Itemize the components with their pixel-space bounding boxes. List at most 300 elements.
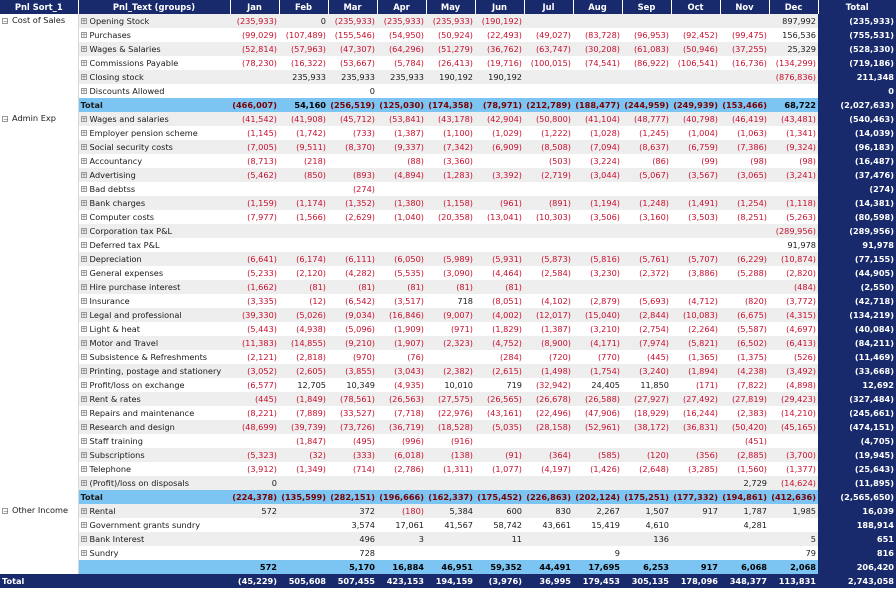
value-cell xyxy=(622,546,671,560)
value-cell: (20,358) xyxy=(437,211,473,222)
table-row[interactable] xyxy=(0,84,896,98)
column-header-month[interactable]: Jul xyxy=(524,0,573,14)
value-cell xyxy=(230,84,279,98)
row-total-cell: (40,084) xyxy=(818,322,896,336)
row-total-cell: 12,692 xyxy=(818,378,896,392)
value-cell: (5,693) xyxy=(639,295,669,306)
value-cell: (11,383) xyxy=(230,336,279,350)
value-cell: (4,315) xyxy=(769,308,818,322)
table-row[interactable] xyxy=(0,350,896,364)
table-row[interactable] xyxy=(0,476,896,490)
value-cell: (1,100) xyxy=(443,127,473,138)
value-cell: (893) xyxy=(328,168,377,182)
table-row[interactable] xyxy=(0,28,896,42)
header-row xyxy=(0,0,896,14)
value-cell: (47,906) xyxy=(584,407,620,418)
group-name: Cost of Sales xyxy=(12,15,66,25)
table-row[interactable] xyxy=(0,56,896,70)
row-label[interactable] xyxy=(78,56,230,70)
value-cell: (356) xyxy=(671,448,720,462)
collapse-icon[interactable]: − xyxy=(3,115,9,123)
table-row[interactable] xyxy=(0,294,896,308)
value-cell: (5,288) xyxy=(737,267,767,278)
grand-total-cell: 179,453 xyxy=(573,574,622,588)
value-cell: (138) xyxy=(426,448,475,462)
grand-total-cell: 305,135 xyxy=(622,574,671,588)
column-header-month[interactable]: Jun xyxy=(475,0,524,14)
value-cell: (5,096) xyxy=(345,323,375,334)
table-row[interactable] xyxy=(0,154,896,168)
row-label[interactable] xyxy=(78,266,230,280)
subtotal-label: Total xyxy=(78,490,230,504)
expand-icon[interactable]: + xyxy=(81,396,87,403)
table-row[interactable] xyxy=(0,392,896,406)
table-row[interactable] xyxy=(0,308,896,322)
value-cell: (50,924) xyxy=(437,29,473,40)
value-cell: (503) xyxy=(548,155,571,166)
value-cell xyxy=(279,238,328,252)
column-header-month[interactable]: Feb xyxy=(279,0,328,14)
value-cell: (1,029) xyxy=(492,127,522,138)
value-cell: (2,120) xyxy=(296,267,326,278)
row-total-cell: (44,905) xyxy=(818,266,896,280)
row-label-text: Deferred tax P&L xyxy=(89,239,160,250)
value-cell: (22,493) xyxy=(486,29,522,40)
row-label-text: Subscriptions xyxy=(89,449,145,460)
column-header-month[interactable]: May xyxy=(426,0,475,14)
row-total-cell: (14,381) xyxy=(818,196,896,210)
subtotal-cell: (78,971) xyxy=(475,98,524,112)
value-cell: (14,855) xyxy=(279,336,328,350)
row-label[interactable] xyxy=(78,364,230,378)
column-header-total[interactable]: Total xyxy=(818,0,896,14)
value-cell: (850) xyxy=(279,168,328,182)
value-cell: 58,742 xyxy=(493,519,522,530)
table-row[interactable] xyxy=(0,112,896,126)
table-row[interactable] xyxy=(0,518,896,532)
expand-icon[interactable]: + xyxy=(81,312,87,319)
value-cell: (98) xyxy=(750,155,767,166)
row-label[interactable] xyxy=(78,28,230,42)
row-label[interactable] xyxy=(78,112,230,126)
group-name: Other Income xyxy=(12,505,68,515)
table-row[interactable] xyxy=(0,42,896,56)
row-label[interactable] xyxy=(78,14,230,28)
row-total-cell: (719,186) xyxy=(818,56,896,70)
value-cell: (26,563) xyxy=(377,392,426,406)
table-row[interactable] xyxy=(0,448,896,462)
expand-icon[interactable]: + xyxy=(81,172,87,179)
value-cell: (2,885) xyxy=(720,448,769,462)
value-cell: (6,759) xyxy=(671,140,720,154)
table-row[interactable] xyxy=(0,336,896,350)
value-cell: (2,584) xyxy=(541,267,571,278)
table-row[interactable] xyxy=(0,126,896,140)
row-label-text: Hire purchase interest xyxy=(89,281,181,292)
expand-icon[interactable]: + xyxy=(81,60,87,67)
expand-icon[interactable]: + xyxy=(81,536,87,543)
row-label[interactable] xyxy=(78,126,230,140)
value-cell xyxy=(279,504,328,518)
subtotal-cell: (175,251) xyxy=(622,490,671,504)
row-label[interactable] xyxy=(78,280,230,294)
expand-icon[interactable]: + xyxy=(81,130,87,137)
grand-total-cell: 178,096 xyxy=(671,574,720,588)
value-cell: (4,697) xyxy=(786,323,816,334)
value-cell xyxy=(377,546,426,560)
expand-icon[interactable]: + xyxy=(81,186,87,193)
expand-icon[interactable]: + xyxy=(81,18,87,25)
row-label[interactable] xyxy=(78,504,230,518)
table-row[interactable] xyxy=(0,420,896,434)
value-cell: (8,370) xyxy=(328,140,377,154)
expand-icon[interactable]: + xyxy=(81,508,87,515)
table-row[interactable] xyxy=(0,532,896,546)
value-cell: (86,922) xyxy=(633,57,669,68)
table-row[interactable] xyxy=(0,322,896,336)
column-header-month[interactable]: Mar xyxy=(328,0,377,14)
value-cell xyxy=(573,532,622,546)
value-cell xyxy=(573,84,622,98)
row-label[interactable] xyxy=(78,546,230,560)
row-label[interactable] xyxy=(78,322,230,336)
column-header-month[interactable]: Nov xyxy=(720,0,769,14)
row-label[interactable] xyxy=(78,392,230,406)
row-label-text: Employer pension scheme xyxy=(89,127,198,138)
value-cell: (5,816) xyxy=(573,252,622,266)
value-cell xyxy=(720,224,769,238)
subtotal-cell: 46,951 xyxy=(426,560,475,574)
row-total-cell: (755,531) xyxy=(818,28,896,42)
expand-icon[interactable]: + xyxy=(81,340,87,347)
value-cell xyxy=(279,518,328,532)
row-label[interactable] xyxy=(78,378,230,392)
row-label[interactable] xyxy=(78,336,230,350)
expand-icon[interactable]: + xyxy=(81,32,87,39)
value-cell: (4,282) xyxy=(345,267,375,278)
value-cell: (3,392) xyxy=(475,168,524,182)
row-label[interactable] xyxy=(78,476,230,490)
value-cell xyxy=(622,280,671,294)
expand-icon[interactable]: + xyxy=(81,88,87,95)
row-label[interactable] xyxy=(78,140,230,154)
row-label[interactable] xyxy=(78,154,230,168)
value-cell: (7,974) xyxy=(622,336,671,350)
row-label[interactable] xyxy=(78,294,230,308)
value-cell: (74,541) xyxy=(584,57,620,68)
value-cell: (5,707) xyxy=(671,252,720,266)
column-header-sort[interactable]: Pnl Sort_1 xyxy=(0,0,78,14)
value-cell: (1,426) xyxy=(590,463,620,474)
row-label-text: Corporation tax P&L xyxy=(89,225,173,236)
value-cell: (5,026) xyxy=(279,308,328,322)
value-cell xyxy=(328,154,377,168)
value-cell: 10,010 xyxy=(444,379,473,390)
row-label-text: Rent & rates xyxy=(89,393,141,404)
expand-icon[interactable]: + xyxy=(81,144,87,151)
value-cell: (1,662) xyxy=(230,280,279,294)
value-cell: (1,742) xyxy=(296,127,326,138)
group-label[interactable] xyxy=(0,504,78,574)
table-row[interactable] xyxy=(0,266,896,280)
value-cell xyxy=(230,238,279,252)
row-label[interactable] xyxy=(78,196,230,210)
row-label[interactable] xyxy=(78,238,230,252)
row-label-text: Telephone xyxy=(89,463,132,474)
expand-icon[interactable]: + xyxy=(81,284,87,291)
row-total-cell: (11,895) xyxy=(818,476,896,490)
value-cell: (274) xyxy=(352,183,375,194)
value-cell xyxy=(475,154,524,168)
subtotal-cell: 2,068 xyxy=(769,560,818,574)
value-cell: (16,244) xyxy=(682,407,718,418)
expand-icon[interactable]: + xyxy=(81,46,87,53)
value-cell: (2,372) xyxy=(639,267,669,278)
table-row[interactable] xyxy=(0,70,896,84)
value-cell: 41,567 xyxy=(444,519,473,530)
value-cell xyxy=(573,280,622,294)
expand-icon[interactable]: + xyxy=(81,256,87,263)
value-cell xyxy=(524,532,573,546)
row-total-cell: (327,484) xyxy=(818,392,896,406)
value-cell: (5,462) xyxy=(230,168,279,182)
subtotal-cell: 6,253 xyxy=(622,560,671,574)
collapse-icon[interactable]: − xyxy=(3,507,9,515)
row-label[interactable] xyxy=(78,462,230,476)
row-label[interactable] xyxy=(78,224,230,238)
column-header-month[interactable]: Apr xyxy=(377,0,426,14)
value-cell: (284) xyxy=(499,351,522,362)
row-label[interactable] xyxy=(78,42,230,56)
row-total-cell: (25,643) xyxy=(818,462,896,476)
table-row[interactable] xyxy=(0,378,896,392)
row-label-text: General expenses xyxy=(89,267,164,278)
value-cell: (8,251) xyxy=(737,211,767,222)
subtotal-cell: 5,170 xyxy=(328,560,377,574)
expand-icon[interactable]: + xyxy=(81,368,87,375)
value-cell: (1,145) xyxy=(247,127,277,138)
value-cell xyxy=(769,434,818,448)
expand-icon[interactable]: + xyxy=(81,438,87,445)
value-cell: 156,536 xyxy=(782,29,816,40)
value-cell: 136 xyxy=(622,532,671,546)
expand-icon[interactable]: + xyxy=(81,382,87,389)
value-cell: (1,194) xyxy=(573,196,622,210)
value-cell xyxy=(720,84,769,98)
subtotal-cell: 54,160 xyxy=(279,98,328,112)
value-cell: (996) xyxy=(401,435,424,446)
column-header-month[interactable]: Sep xyxy=(622,0,671,14)
value-cell: (36,831) xyxy=(671,420,720,434)
row-total-cell: 91,978 xyxy=(818,238,896,252)
row-label[interactable] xyxy=(78,168,230,182)
value-cell xyxy=(671,14,720,28)
column-header-month[interactable]: Jan xyxy=(230,0,279,14)
table-row[interactable] xyxy=(0,196,896,210)
column-header-text[interactable]: Pnl_Text (groups) xyxy=(78,0,230,14)
column-header-month[interactable]: Dec xyxy=(769,0,818,14)
value-cell xyxy=(573,434,622,448)
row-total-cell: (16,487) xyxy=(818,154,896,168)
row-label-text: Accountancy xyxy=(89,155,143,166)
row-label[interactable] xyxy=(78,84,230,98)
expand-icon[interactable]: + xyxy=(81,522,87,529)
row-total-cell: 211,348 xyxy=(818,70,896,84)
value-cell: (78,230) xyxy=(241,57,277,68)
group-label[interactable] xyxy=(0,14,78,112)
value-cell: (43,481) xyxy=(769,112,818,126)
value-cell: (1,377) xyxy=(786,463,816,474)
expand-icon[interactable]: + xyxy=(81,242,87,249)
value-cell xyxy=(720,182,769,196)
expand-icon[interactable]: + xyxy=(81,74,87,81)
subtotal-cell: 44,491 xyxy=(524,560,573,574)
row-label[interactable] xyxy=(78,532,230,546)
table-row[interactable] xyxy=(0,406,896,420)
row-label-text: Computer costs xyxy=(89,211,155,222)
value-cell xyxy=(426,238,475,252)
subtotal-cell: (162,337) xyxy=(426,490,475,504)
value-cell: (48,699) xyxy=(230,420,279,434)
value-cell xyxy=(230,434,279,448)
expand-icon[interactable]: + xyxy=(81,550,87,557)
value-cell xyxy=(279,476,328,490)
value-cell: 372 xyxy=(328,504,377,518)
table-row[interactable] xyxy=(0,224,896,238)
row-label[interactable] xyxy=(78,518,230,532)
row-label[interactable] xyxy=(78,182,230,196)
value-cell: (4,171) xyxy=(573,336,622,350)
row-label[interactable] xyxy=(78,252,230,266)
table-row[interactable] xyxy=(0,434,896,448)
value-cell: (7,889) xyxy=(296,407,326,418)
value-cell: (52,961) xyxy=(573,420,622,434)
value-cell: (1,248) xyxy=(622,196,671,210)
row-label[interactable] xyxy=(78,70,230,84)
value-cell: (5,784) xyxy=(394,57,424,68)
subtotal-cell: (194,861) xyxy=(720,490,769,504)
table-row[interactable] xyxy=(0,210,896,224)
value-cell: (27,927) xyxy=(622,392,671,406)
expand-icon[interactable]: + xyxy=(81,452,87,459)
row-label[interactable] xyxy=(78,350,230,364)
value-cell: (9,007) xyxy=(426,308,475,322)
table-row[interactable] xyxy=(0,252,896,266)
value-cell: 719 xyxy=(506,379,522,390)
value-cell: (1,283) xyxy=(426,168,475,182)
row-label[interactable] xyxy=(78,420,230,434)
expand-icon[interactable]: + xyxy=(81,466,87,473)
value-cell: (2,648) xyxy=(639,463,669,474)
group-label[interactable] xyxy=(0,112,78,504)
expand-icon[interactable]: + xyxy=(81,214,87,221)
column-header-month[interactable]: Aug xyxy=(573,0,622,14)
value-cell xyxy=(377,238,426,252)
table-row[interactable] xyxy=(0,140,896,154)
value-cell: (3,160) xyxy=(639,211,669,222)
value-cell: 4,610 xyxy=(645,519,669,530)
value-cell: (106,541) xyxy=(677,57,718,68)
value-cell: (4,898) xyxy=(786,379,816,390)
value-cell: (43,161) xyxy=(486,407,522,418)
value-cell: (99,475) xyxy=(731,29,767,40)
grand-total-cell: 113,831 xyxy=(769,574,818,588)
value-cell: (1,387) xyxy=(394,127,424,138)
row-label[interactable] xyxy=(78,434,230,448)
expand-icon[interactable]: + xyxy=(81,326,87,333)
value-cell: (3,567) xyxy=(671,168,720,182)
value-cell: (3,241) xyxy=(769,168,818,182)
grand-total-cell: 348,377 xyxy=(720,574,769,588)
table-row[interactable] xyxy=(0,462,896,476)
table-row[interactable] xyxy=(0,14,896,28)
value-cell: (1,222) xyxy=(541,127,571,138)
table-row[interactable] xyxy=(0,280,896,294)
expand-icon[interactable]: + xyxy=(81,424,87,431)
grand-total-cell: (45,229) xyxy=(230,574,279,588)
value-cell xyxy=(622,224,671,238)
row-label[interactable] xyxy=(78,406,230,420)
value-cell: 190,192 xyxy=(475,70,524,84)
expand-icon[interactable]: + xyxy=(81,228,87,235)
value-cell: 572 xyxy=(230,504,279,518)
row-label[interactable] xyxy=(78,210,230,224)
value-cell: (42,904) xyxy=(475,112,524,126)
value-cell: (27,575) xyxy=(426,392,475,406)
value-cell: (81) xyxy=(426,280,475,294)
subtotal-cell: 59,352 xyxy=(475,560,524,574)
expand-icon[interactable]: + xyxy=(81,480,87,487)
expand-icon[interactable]: + xyxy=(81,200,87,207)
table-row[interactable] xyxy=(0,364,896,378)
expand-icon[interactable]: + xyxy=(81,298,87,305)
value-cell xyxy=(769,182,818,196)
value-cell: (5,587) xyxy=(737,323,767,334)
row-total-cell: 188,914 xyxy=(818,518,896,532)
row-label[interactable] xyxy=(78,308,230,322)
expand-icon[interactable]: + xyxy=(81,270,87,277)
value-cell: (3,503) xyxy=(688,211,718,222)
collapse-icon[interactable]: − xyxy=(3,17,9,25)
table-row[interactable] xyxy=(0,238,896,252)
value-cell: (2,264) xyxy=(688,323,718,334)
value-cell: (235,933) xyxy=(230,14,279,28)
table-row[interactable] xyxy=(0,504,896,518)
value-cell: (3,772) xyxy=(786,295,816,306)
table-row[interactable] xyxy=(0,168,896,182)
expand-icon[interactable]: + xyxy=(81,116,87,123)
row-label[interactable] xyxy=(78,448,230,462)
grand-total-cell: 423,153 xyxy=(377,574,426,588)
row-label-text: Commissions Payable xyxy=(89,57,179,68)
value-cell: (1,028) xyxy=(590,127,620,138)
expand-icon[interactable]: + xyxy=(81,410,87,417)
table-row[interactable] xyxy=(0,182,896,196)
value-cell: (19,716) xyxy=(486,57,522,68)
value-cell: (4,197) xyxy=(541,463,571,474)
value-cell: (3,886) xyxy=(688,267,718,278)
table-row[interactable] xyxy=(0,546,896,560)
expand-icon[interactable]: + xyxy=(81,158,87,165)
value-cell: (3,043) xyxy=(377,364,426,378)
grand-total-cell: 194,159 xyxy=(426,574,475,588)
value-cell: (720) xyxy=(548,351,571,362)
column-header-month[interactable]: Oct xyxy=(671,0,720,14)
expand-icon[interactable]: + xyxy=(81,354,87,361)
subtotal-cell: 68,722 xyxy=(769,98,818,112)
value-cell: (2,754) xyxy=(639,323,669,334)
value-cell: (64,296) xyxy=(377,42,426,56)
